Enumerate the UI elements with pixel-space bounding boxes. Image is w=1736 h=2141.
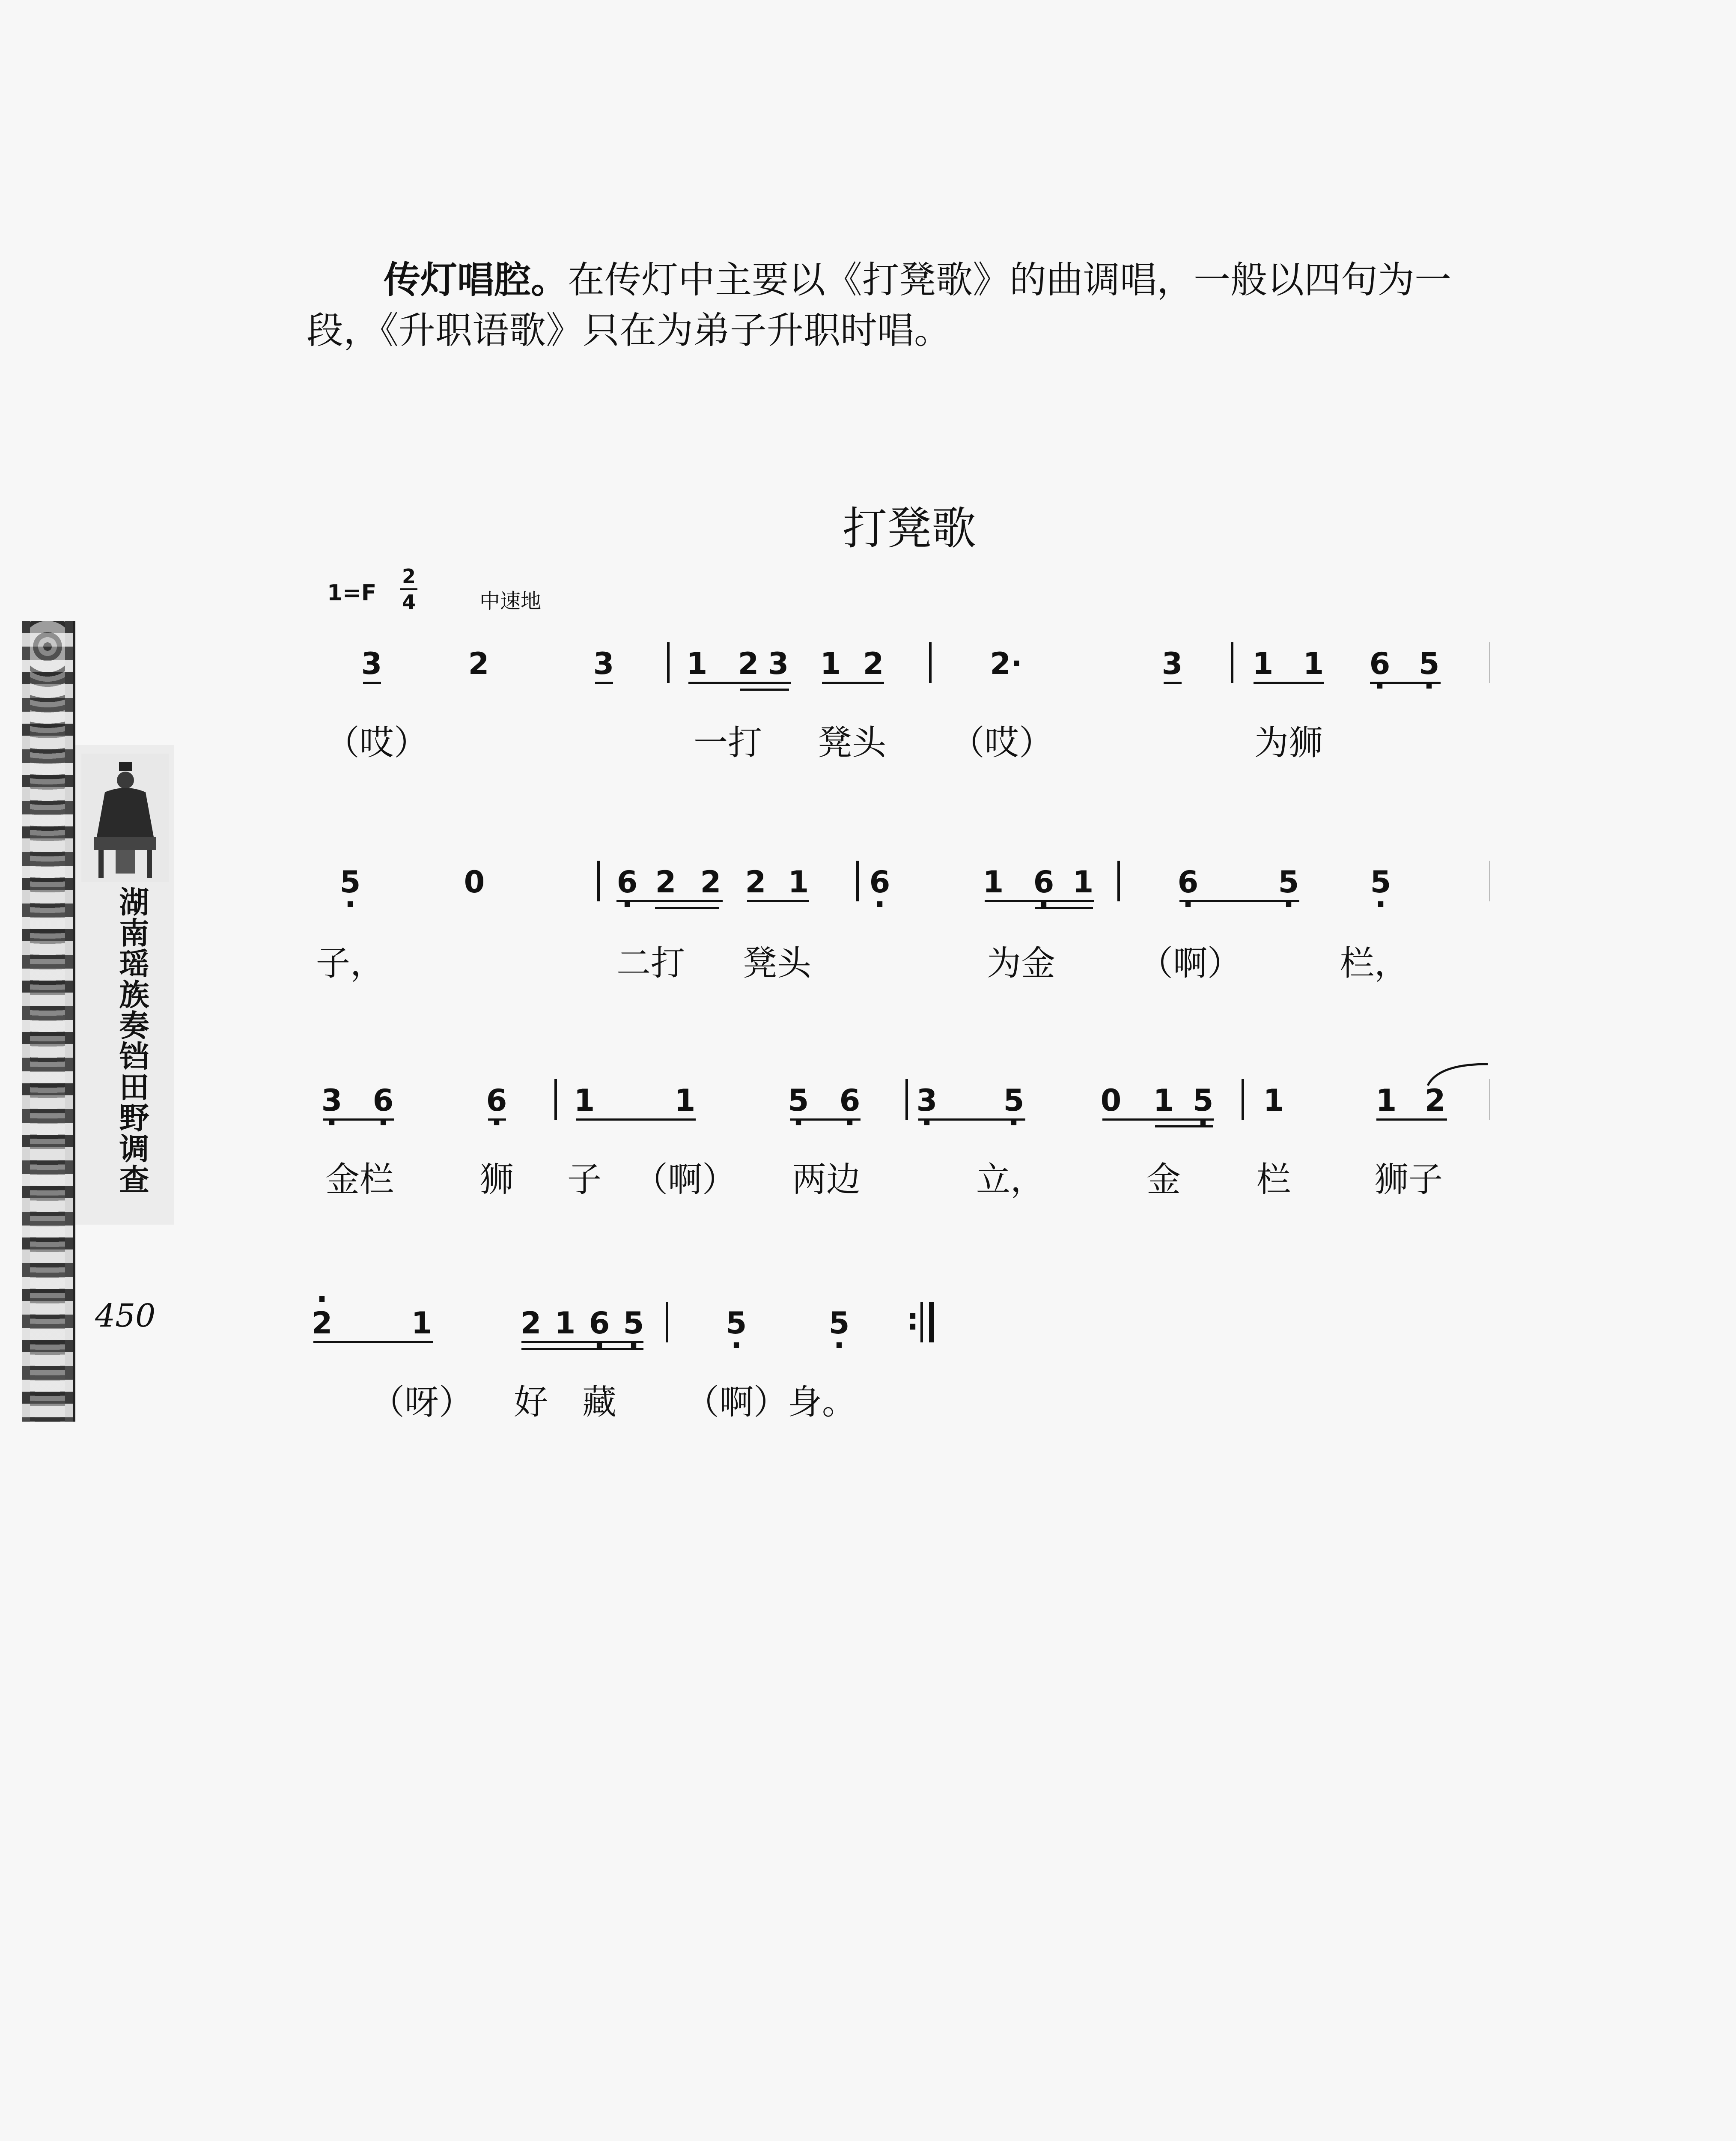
lyric: 好 <box>514 1382 548 1422</box>
note: 1 <box>1303 646 1324 681</box>
intro-paragraph <box>307 255 1497 356</box>
song-title: 打凳歌 <box>843 502 977 555</box>
note: 6 · <box>486 1083 507 1118</box>
decorative-border <box>22 621 75 1422</box>
note: 6 · <box>617 865 638 899</box>
note: 5 · <box>1278 865 1299 899</box>
note: 5 · <box>788 1083 809 1118</box>
note: 1 <box>1376 1083 1397 1118</box>
lyric: 狮子 <box>1374 1160 1443 1199</box>
note: 1 <box>1072 865 1094 900</box>
repeat-dots: : <box>907 1302 919 1337</box>
note: 1 <box>1153 1083 1174 1118</box>
note: 1 <box>686 646 708 681</box>
lyric: （啊） <box>1139 943 1242 983</box>
lyric: 栏 <box>1257 1160 1291 1199</box>
note: 5 · <box>1370 865 1391 899</box>
note: 3 <box>361 646 382 681</box>
note: 1 <box>820 646 841 681</box>
lyric: 二打 <box>616 943 685 983</box>
note: 5 · <box>1003 1083 1024 1118</box>
note: 6 · <box>373 1083 394 1118</box>
lyric: 子 <box>567 1160 601 1199</box>
note: 6 · <box>840 1083 861 1118</box>
note: 3 <box>768 646 789 681</box>
note: 1 <box>554 1306 576 1341</box>
note: 0 <box>1100 1083 1122 1118</box>
lyric: （啊） <box>634 1160 736 1199</box>
note: 6 · <box>589 1306 610 1340</box>
lyric: 藏 <box>582 1382 616 1422</box>
seated-figure-illustration <box>81 754 169 882</box>
note: 2 <box>655 865 676 900</box>
note: 2 <box>468 646 489 681</box>
note: 5 · <box>623 1306 644 1340</box>
lyric: 凳头 <box>743 943 811 983</box>
tempo-marking: 中速地 <box>479 589 542 613</box>
note: 6 · <box>1033 865 1054 899</box>
note: 3 · <box>917 1083 938 1118</box>
lyric: 凳头 <box>818 723 886 763</box>
lyric: （哎） <box>950 723 1053 763</box>
lyric: （呀） <box>370 1382 473 1422</box>
note: 2· <box>990 646 1022 681</box>
note: 2 <box>520 1306 542 1341</box>
note: 1 <box>674 1083 696 1118</box>
lyric: 金 <box>1146 1160 1181 1199</box>
lyric: 子， <box>316 943 384 983</box>
lyric: （哎） <box>325 723 428 763</box>
intro-lead: 传灯唱腔。 <box>384 259 568 301</box>
note: 3 <box>593 646 614 681</box>
lyric: （啊）身。 <box>685 1382 856 1422</box>
note: 1 <box>788 865 809 900</box>
note: 1 <box>574 1083 595 1118</box>
intro-text: 在传灯中主要以《打凳歌》的曲调唱，一般以四句为一段，《升职语歌》只在为弟子升职时唱。 <box>307 259 1451 352</box>
note: 1 <box>983 865 1004 900</box>
note: 2 <box>700 865 721 900</box>
lyric: 狮 <box>479 1160 514 1199</box>
lyric: 一打 <box>694 723 762 763</box>
note: 5 · <box>1193 1083 1214 1118</box>
lyric: 为金 <box>987 943 1055 983</box>
lyric: 栏， <box>1340 943 1408 983</box>
lyric: 两边 <box>792 1160 861 1199</box>
note: 1 <box>1263 1083 1284 1118</box>
note: 5 · <box>1419 647 1440 681</box>
note: 2 <box>863 646 884 681</box>
note: · 2 <box>312 1306 333 1340</box>
time-signature-bottom: 4 <box>402 590 416 614</box>
note: 5 · <box>340 865 361 899</box>
note: 6 · <box>869 865 890 899</box>
lyric: 金栏 <box>325 1160 394 1199</box>
note: 1 <box>411 1306 432 1341</box>
tie-mark <box>1426 1062 1490 1088</box>
note: 2 <box>745 865 766 900</box>
lyric: 立， <box>976 1160 1045 1199</box>
note: 3 <box>1161 646 1183 681</box>
time-signature <box>400 565 417 613</box>
time-signature-top: 2 <box>402 565 416 588</box>
note: 6 · <box>1370 647 1391 681</box>
note: 0 <box>464 865 485 900</box>
note: 2 <box>738 646 759 681</box>
lyric: 为狮 <box>1254 723 1323 763</box>
note: 2 <box>1424 1083 1446 1118</box>
vertical-book-title: 湖南瑶族奏铛田野调查 <box>114 886 149 1195</box>
note: 5 · <box>726 1306 747 1340</box>
page-number: 450 <box>95 1297 156 1334</box>
key-signature: 1=F <box>327 580 377 606</box>
note: 6 · <box>1178 865 1199 899</box>
note: 1 <box>1252 646 1274 681</box>
note: 3 · <box>322 1083 342 1118</box>
note: 5 · <box>829 1306 850 1340</box>
